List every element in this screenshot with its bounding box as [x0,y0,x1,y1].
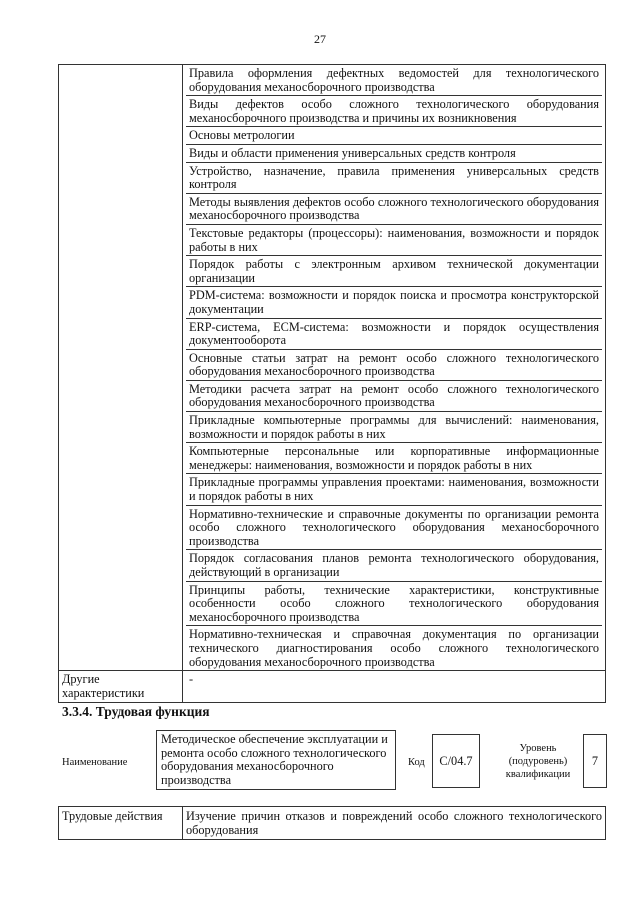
knowledge-table [58,64,606,703]
list-item: Нормативно-технические и справочные документы по организации ремонта особо сложного технологического оборудования механосборочного производства [186,506,602,551]
list-item: Прикладные компьютерные программы для вычислений: наименования, возможности и порядок работы в них [186,412,602,443]
function-code-label: Код [408,757,425,768]
list-item: Прикладные программы управления проектами: наименования, возможности и порядок работы в них [186,474,602,505]
page-number: 27 [314,32,326,46]
other-characteristics-value: - [189,672,194,687]
list-item: Виды дефектов особо сложного технологического оборудования механосборочного производства и причины их возникновения [186,96,602,127]
list-item: Порядок работы с электронным архивом технической документации организации [186,256,602,287]
list-item: Методы выявления дефектов особо сложного технологического оборудования механосборочного производства [186,194,602,225]
list-item: Методики расчета затрат на ремонт особо сложного технологического оборудования механосборочного производства [186,381,602,412]
list-item: Нормативно-техническая и справочная документация по организации технического диагностирования особо сложного технологического оборудования механосборочного производства [189,627,599,669]
other-label-cell [59,671,183,703]
table-row [59,807,606,840]
function-name-label: Наименование [62,757,128,768]
list-item: Текстовые редакторы (процессоры): наименования, возможности и порядок работы в них [186,225,602,256]
list-item: Устройство, назначение, правила применения универсальных средств контроля [186,163,602,194]
list-item: ERP-система, ECM-система: возможности и порядок осуществления документооборота [186,319,602,350]
list-item: Основные статьи затрат на ремонт особо сложного технологического оборудования механосборочного производства [186,350,602,381]
list-item: PDM-система: возможности и порядок поиска и просмотра конструкторской документации [186,287,602,318]
section-title: 3.3.4. Трудовая функция [62,704,210,719]
function-code-value: C/04.7 [432,734,480,788]
other-value-cell [183,671,606,703]
list-item: Принципы работы, технические характеристики, конструктивные особенности особо сложного технологического оборудования механосборочного производства [186,582,602,627]
knowledge-items-cell [183,65,606,671]
list-item: Компьютерные персональные или корпоративные информационные менеджеры: наименования, возможности и порядок работы в них [186,443,602,474]
list-item: Порядок согласования планов ремонта технологического оборудования, действующий в организации [186,550,602,581]
list-item: Правила оформления дефектных ведомостей для технологического оборудования механосборочного производства [186,65,602,96]
labor-actions-label: Трудовые действия [59,807,183,840]
labor-actions-table [58,806,606,840]
labor-actions-value: Изучение причин отказов и повреждений особо сложного технологического оборудования [186,809,602,837]
list-item: Виды и области применения универсальных средств контроля [186,145,602,163]
qualification-level-label: Уровень (подуровень) квалификации [505,743,571,780]
list-item: Основы метрологии [186,127,602,145]
labor-actions-cell [183,807,606,840]
knowledge-label-cell [59,65,183,671]
qualification-level-value: 7 [583,734,607,788]
other-characteristics-label: Другие характеристики [62,672,145,700]
knowledge-row [59,65,606,671]
other-row [59,671,606,703]
function-name-value: Методическое обеспечение эксплуатации и ремонта особо сложного технологического оборудования механосборочного производства [156,730,396,790]
